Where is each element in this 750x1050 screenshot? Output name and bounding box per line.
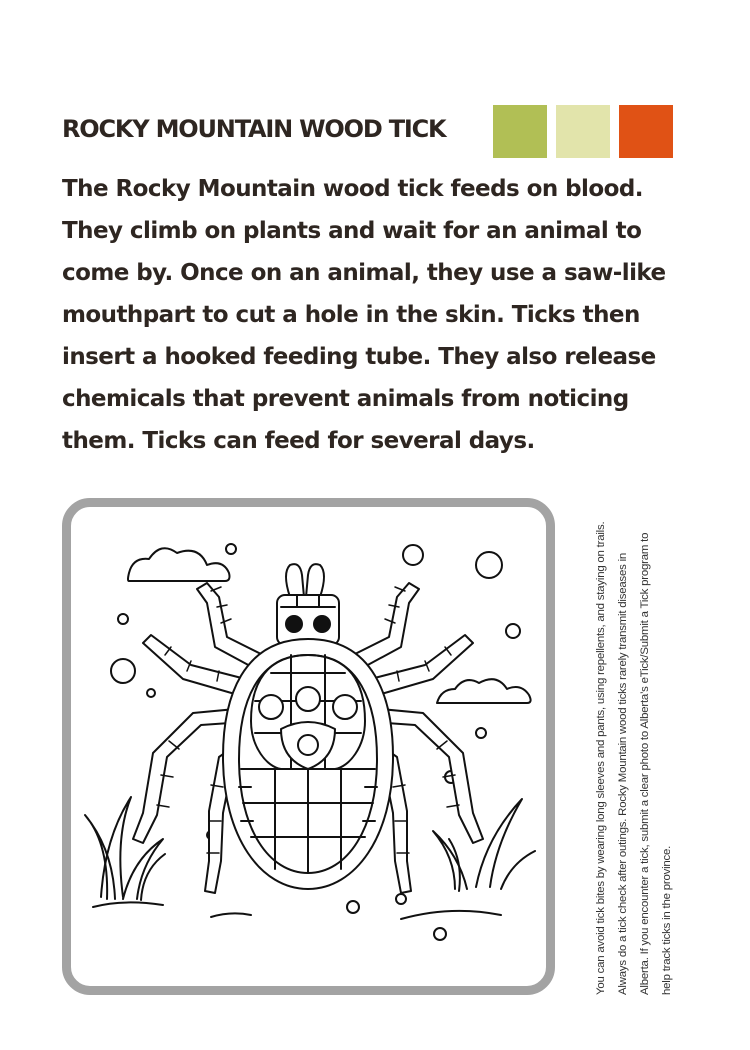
color-swatch-green	[493, 105, 547, 158]
side-note-text: You can avoid tick bites by wearing long sleeves and pants, using repellents, and staying on trails. Always do a tick check after outings. Rocky Mountain wood ticks rarely transmit diseases in Alberta. If you encounter a tick, submit a clear photo to Alberta’s eTick/Submit a Tick program to help track ticks in the province.	[595, 521, 673, 995]
coloring-illustration-frame	[62, 498, 555, 995]
tick-coloring-illustration	[71, 507, 546, 986]
page-title: ROCKY MOUNTAIN WOOD TICK	[62, 115, 446, 143]
color-swatch-orange	[619, 105, 673, 158]
color-swatch-pale-green	[556, 105, 610, 158]
intro-paragraph: The Rocky Mountain wood tick feeds on blood. They climb on plants and wait for an animal to come by. Once on an animal, they use a saw-like mouthpart to cut a hole in the skin. Ticks then insert a hooked feeding tube. They also release chemicals that prevent animals from noticing them. Ticks can feed for several days.	[62, 176, 666, 454]
